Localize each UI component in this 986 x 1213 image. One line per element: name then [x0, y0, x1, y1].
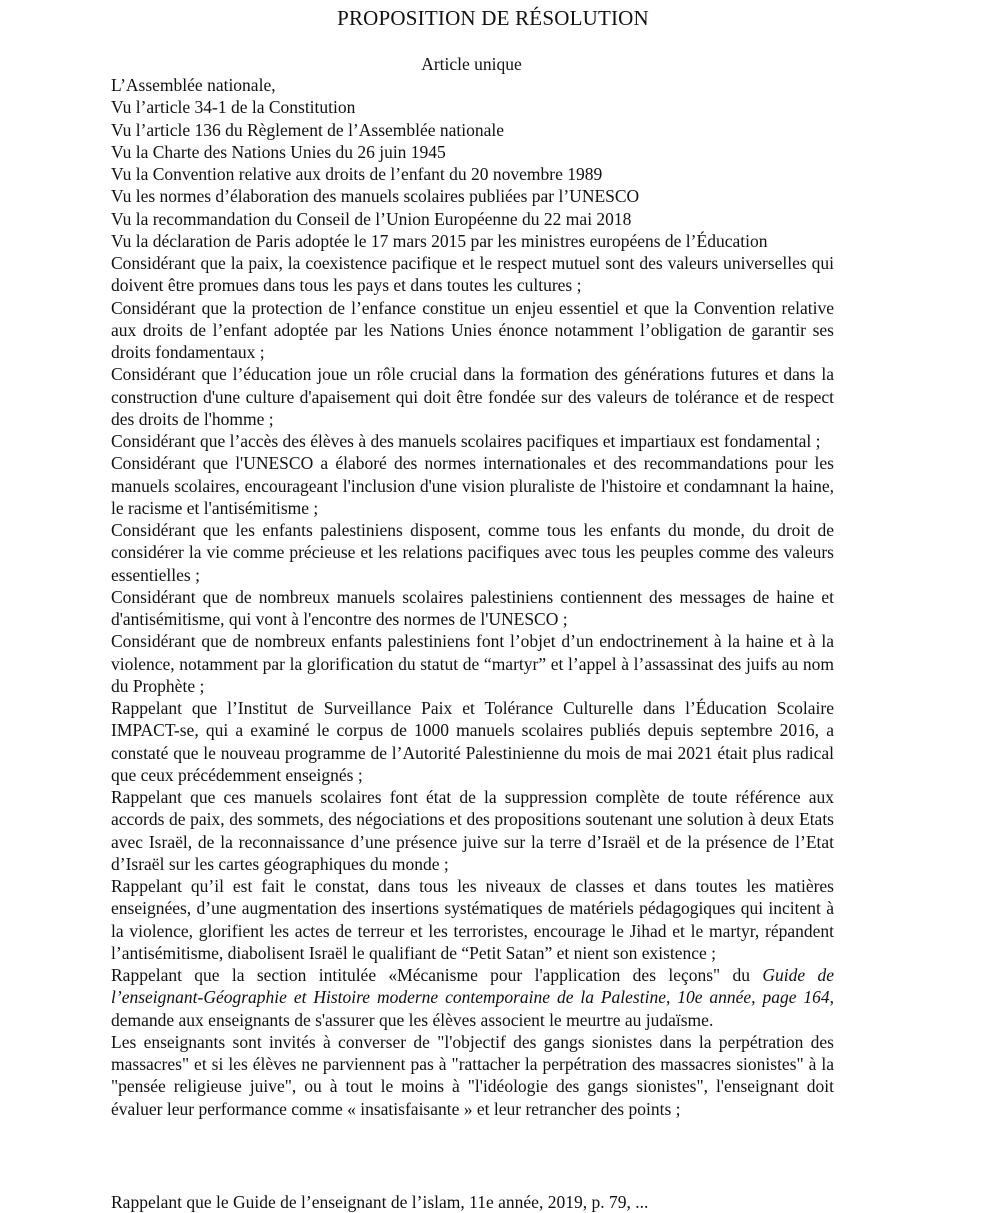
visa-line: Vu l’article 136 du Règlement de l’Assemblée nationale — [111, 119, 505, 140]
teachers-paragraph: Les enseignants sont invités à converser de "l'objectif des gangs sionistes dans la perpétration des massacres" et si les élèves ne parviennent pas à "rattacher la perpétration des massacres sionistes" à la "pensée religieuse juive", ou à tout le moins à "l'idéologie des gangs sionistes", l'enseignant doit évaluer leur performance comme « insatisfaisante » et leur retrancher des points ; — [111, 1031, 834, 1119]
visa-line: Vu la Charte des Nations Unies du 26 juin 1945 — [111, 141, 446, 162]
guide-paragraph — [111, 964, 834, 1031]
rappelant-paragraph: Rappelant qu’il est fait le constat, dans tous les niveaux de classes et dans toutes les matières enseignées, d’une augmentation des insertions systématiques de matériels pédagogiques qui incitent à la violence, glorifient les actes de terreur et les terroristes, encourage le Jihad et le martyr, répandent l’antisémitisme, diabolisent Israël le qualifiant de “Petit Satan” et nient son existence ; — [111, 876, 834, 963]
rappelant-paragraph: Rappelant que l’Institut de Surveillance Paix et Tolérance Culturelle dans l’Éducation Scolaire IMPACT-se, qui a examiné le corpus de 1000 manuels scolaires publiés depuis septembre 2016, a constaté que le nouveau programme de l’Autorité Palestinienne du mois de mai 2021 était plus radical que ceux précédemment enseignés ; — [111, 698, 834, 785]
visa-line: Vu les normes d’élaboration des manuels scolaires publiées par l’UNESCO — [111, 186, 640, 207]
guide-title-italic: Guide de l’enseignant-Géographie et Histoire moderne contemporaine de la Palestine, 10e année, page 164 — [111, 965, 834, 1008]
considerant-paragraph: Considérant que les enfants palestiniens disposent, comme tous les enfants du monde, du droit de considérer la vie comme précieuse et les relations pacifiques avec tous les peuples comme des valeurs essentielles ; — [111, 520, 834, 585]
visa-line: Vu la Convention relative aux droits de l’enfant du 20 novembre 1989 — [111, 164, 603, 184]
considerant-paragraph: Considérant que la protection de l’enfance constitue un enjeu essentiel et que la Convention relative aux droits de l’enfant adoptée par les Nations Unies énonce notamment l’obligation de garantir ses droits fondamentaux ; — [111, 297, 834, 362]
page-title: PROPOSITION DE RÉSOLUTION — [337, 6, 649, 30]
guide-paragraph-start: Rappelant que la section intitulée «Mécanisme pour l'application des leçons" du — [111, 965, 763, 985]
guide-paragraph-end: , demande aux enseignants de s'assurer que les élèves associent le meurtre au judaïsme. — [111, 987, 834, 1030]
considerant-paragraph: Considérant que l’accès des élèves à des manuels scolaires pacifiques et impartiaux est fondamental ; — [111, 431, 821, 451]
visa-line: Vu la déclaration de Paris adoptée le 17 mars 2015 par les ministres européens de l’Éducation — [111, 230, 768, 251]
considerant-paragraph: Considérant que de nombreux manuels scolaires palestiniens contiennent des messages de haine et d'antisémitisme, qui vont à l'encontre des normes de l'UNESCO ; — [111, 586, 834, 629]
considerant-paragraph: Considérant que la paix, la coexistence pacifique et le respect mutuel sont des valeurs universelles qui doivent être promues dans tous les pays et dans toutes les cultures ; — [111, 253, 834, 296]
considerant-paragraph: Considérant que l’éducation joue un rôle crucial dans la formation des générations futures et dans la construction d'une culture d'apaisement qui doit être fondée sur des valeurs de tolérance et de respect des droits de l'homme ; — [111, 364, 834, 429]
resolution-body — [111, 74, 834, 1120]
article-heading: Article unique — [421, 54, 522, 74]
considerant-paragraph: Considérant que de nombreux enfants palestiniens font l’objet d’un endoctrinement à la haine et à la violence, notamment par la glorification du statut de “martyr” et l’appel à l’assassinat des juifs au nom du Prophète ; — [111, 631, 834, 696]
visa-line: Vu la recommandation du Conseil de l’Union Européenne du 22 mai 2018 — [111, 208, 632, 229]
cut-off-line: Rappelant que le Guide de l’enseignant de l’islam, 11e année, 2019, p. 79, ... — [111, 1192, 649, 1212]
visa-line: Vu l’article 34-1 de la Constitution — [111, 97, 356, 118]
considerant-paragraph: Considérant que l'UNESCO a élaboré des normes internationales et des recommandations pour les manuels scolaires, encourageant l'inclusion d'une vision pluraliste de l'histoire et condamnant la haine, le racisme et l'antisémitisme ; — [111, 453, 834, 518]
opening-line: L’Assemblée nationale, — [111, 75, 276, 95]
rappelant-paragraph: Rappelant que ces manuels scolaires font état de la suppression complète de toute référence aux accords de paix, des sommets, des négociations et des propositions soutenant une solution à deux Etats avec Israël, de la reconnaissance d’une présence juive sur la terre d’Israël et de la présence de l’Etat d’Israël sur les cartes géographiques du monde ; — [111, 787, 834, 874]
